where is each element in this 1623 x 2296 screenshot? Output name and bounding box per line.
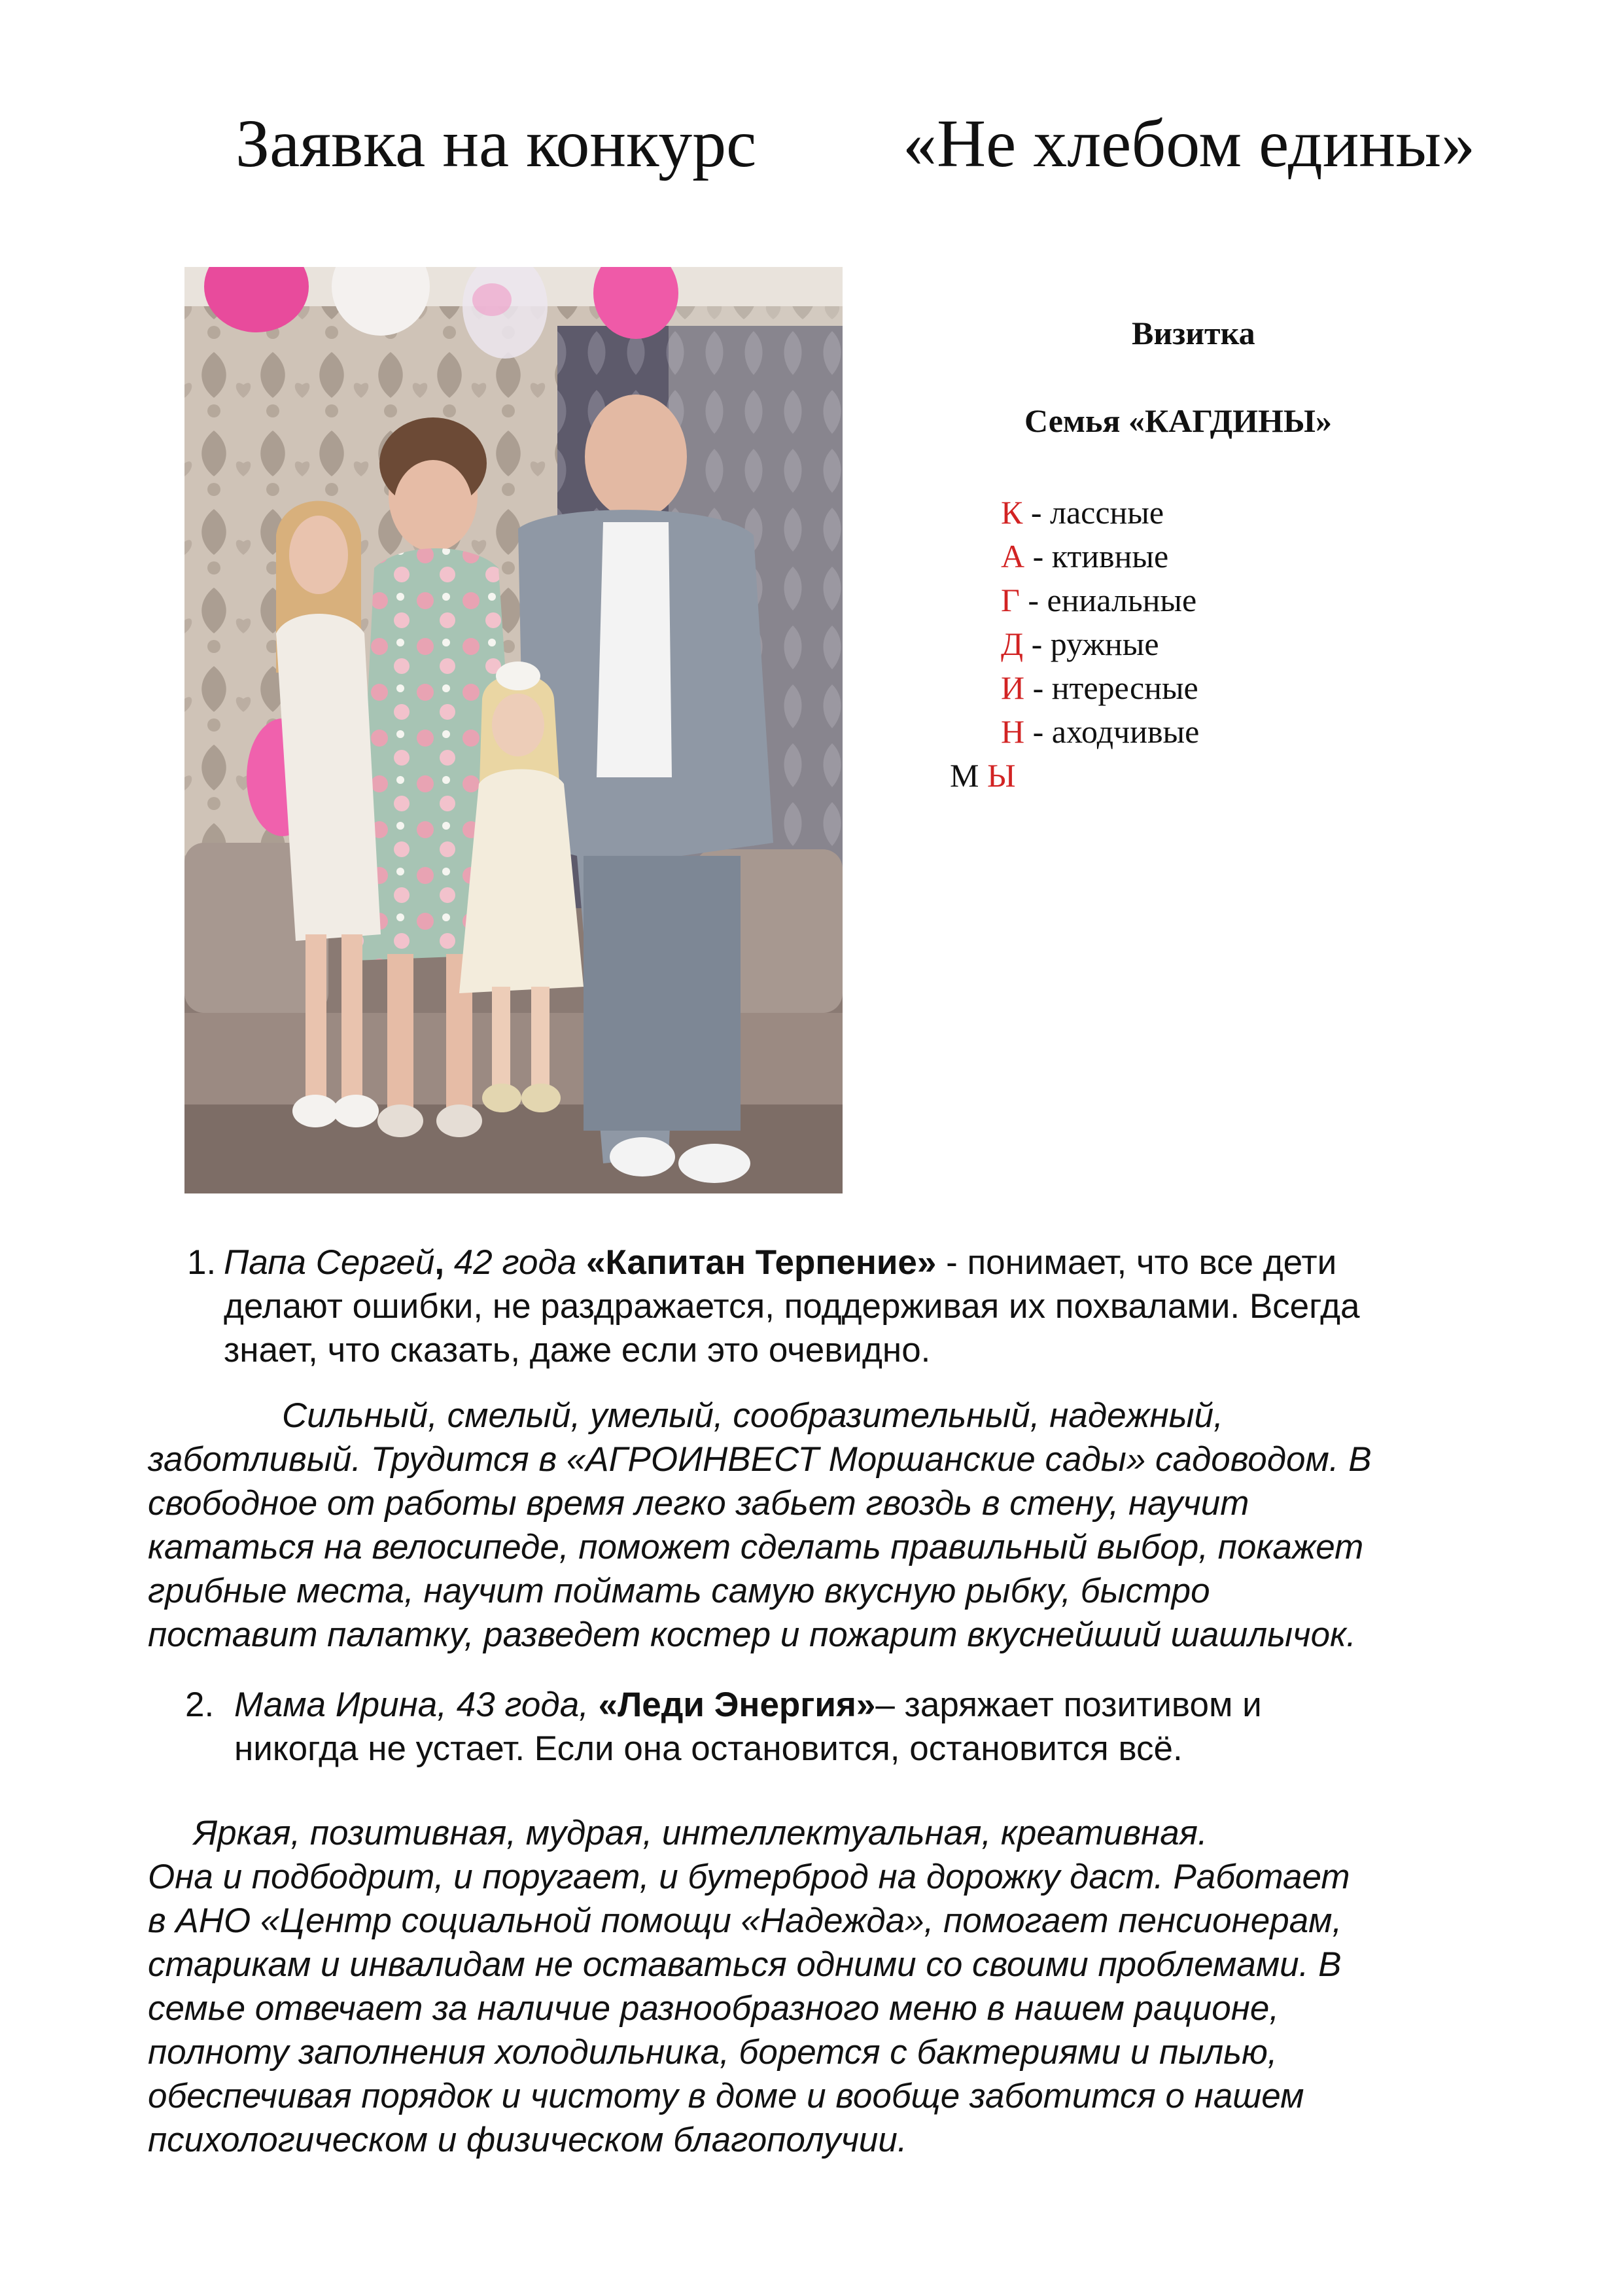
name-comma: , — [434, 1243, 445, 1282]
acrostic-text: - ениальные — [1019, 582, 1197, 618]
text-line: в АНО «Центр социальной помощи «Надежда», помогает пенсионерам, — [148, 1901, 1342, 1940]
text-line: никогда не устает. Если она остановится, остановится всё. — [234, 1729, 1183, 1768]
text-line: кататься на велосипеде, поможет сделать правильный выбор, покажет — [148, 1528, 1364, 1566]
text-line — [224, 1241, 1480, 1284]
acrostic-text: - ктивные — [1024, 538, 1169, 574]
vizitka-heading: Визитка — [1132, 315, 1255, 351]
father-nickname: «Капитан Терпение» — [586, 1243, 937, 1282]
acrostic-letter: Д — [1001, 626, 1024, 662]
acrostic-text: - лассные — [1022, 494, 1164, 531]
text-line: знает, что сказать, даже если это очевидно. — [224, 1331, 931, 1369]
text-line: заботливый. Трудится в «АГРОИНВЕСТ Моршанские сады» садоводом. В — [148, 1440, 1372, 1479]
acrostic-list — [1001, 491, 1199, 754]
acrostic-letter: И — [1001, 669, 1025, 706]
text-line: свободное от работы время легко забьет гвоздь в стену, научит — [148, 1484, 1249, 1523]
acrostic-letter: Г — [1001, 582, 1020, 618]
father-name: Папа Сергей — [224, 1243, 435, 1282]
text-line: психологическом и физическом благополучии. — [148, 2121, 907, 2159]
father-description — [148, 1394, 1495, 1657]
acrostic-line — [1001, 535, 1199, 578]
mother-nickname: «Леди Энергия» — [598, 1686, 876, 1724]
list-number: 1. — [187, 1243, 217, 1282]
list-item-text — [224, 1241, 1480, 1372]
family-photo-illustration — [184, 267, 843, 1193]
acrostic-line — [1001, 710, 1199, 754]
list-item-text — [234, 1683, 1477, 1771]
text-line: поставит палатку, разведет костер и пожарит вкуснейший шашлычок. — [148, 1616, 1356, 1654]
family-name: Семья «КАГДИНЫ» — [1024, 402, 1333, 439]
text-line: Она и подбодрит, и поругает, и бутерброд на дорожку даст. Работает — [148, 1858, 1350, 1896]
family-photo-icon — [184, 267, 843, 1193]
acrostic-line — [1001, 578, 1199, 622]
title-part-2: «Не хлебом едины» — [903, 106, 1475, 181]
acrostic-last-letter: Ы — [986, 757, 1016, 794]
acrostic-line — [1001, 622, 1199, 666]
acrostic-line — [1001, 491, 1199, 535]
acrostic-letter: Н — [1001, 713, 1025, 750]
text-line: старикам и инвалидам не оставаться одними со своими проблемами. В — [148, 1945, 1342, 1984]
acrostic-text: - аходчивые — [1024, 713, 1200, 750]
text-line: полноту заполнения холодильника, борется с бактериями и пылью, — [148, 2033, 1278, 2072]
acrostic-last-line — [950, 754, 1016, 798]
acrostic-line — [1001, 666, 1199, 710]
text-line: Яркая, позитивная, мудрая, интеллектуальная, креативная. — [194, 1814, 1208, 1852]
acrostic-text: - ружные — [1023, 626, 1159, 662]
line-rest: – заряжает позитивом и — [875, 1686, 1262, 1724]
father-age: 42 года — [444, 1243, 587, 1282]
page-title — [236, 98, 1577, 190]
title-part-1: Заявка на конкурс — [236, 106, 757, 181]
acrostic-letter: А — [1001, 538, 1025, 574]
text-line: делают ошибки, не раздражается, поддерживая их похвалами. Всегда — [224, 1287, 1360, 1326]
acrostic-text: - нтересные — [1024, 669, 1198, 706]
mother-description — [148, 1811, 1495, 2162]
line-rest: - понимает, что все дети — [936, 1243, 1337, 1282]
acrostic-last-prefix: М — [950, 757, 979, 794]
acrostic-letter: К — [1001, 494, 1023, 531]
mother-name-age: Мама Ирина, 43 года, — [234, 1686, 599, 1724]
list-number: 2. — [185, 1686, 215, 1724]
text-line: Сильный, смелый, умелый, сообразительный, надежный, — [282, 1396, 1223, 1435]
text-line — [234, 1683, 1477, 1727]
text-line: обеспечивая порядок и чистоту в доме и вообще заботится о нашем — [148, 2077, 1304, 2115]
text-line: семье отвечает за наличие разнообразного меню в нашем рационе, — [148, 1989, 1280, 2028]
text-line: грибные места, научит поймать самую вкусную рыбку, быстро — [148, 1572, 1210, 1610]
